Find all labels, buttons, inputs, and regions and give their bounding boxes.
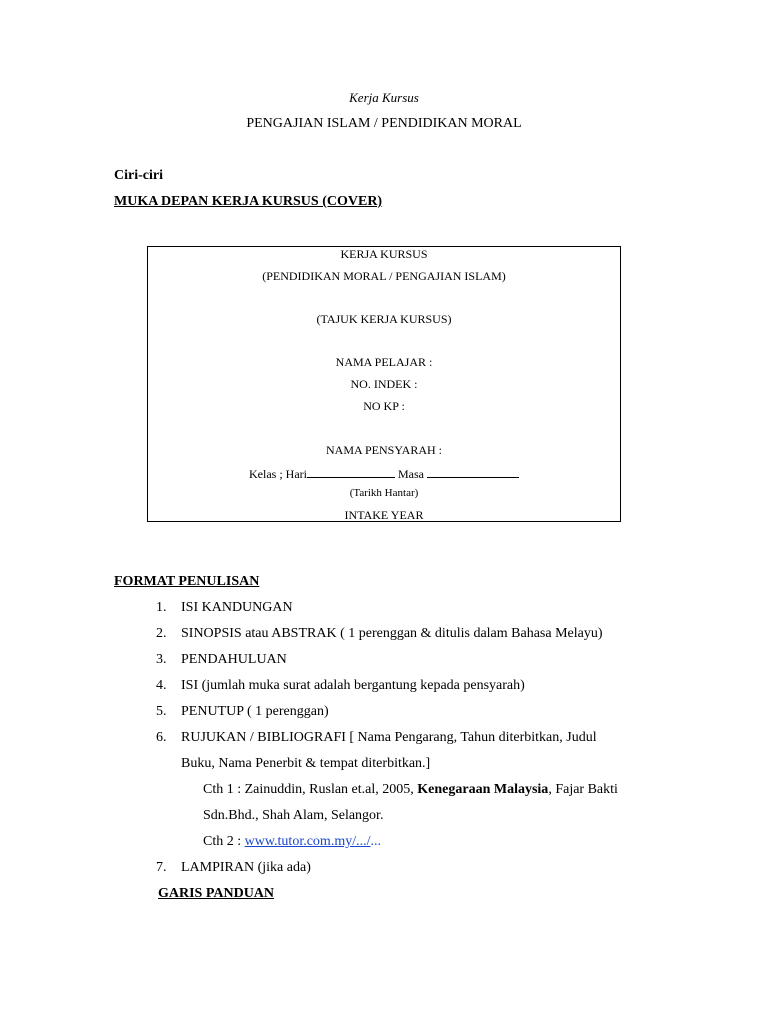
list-item — [156, 678, 525, 694]
list-text: PENUTUP ( 1 perenggan) — [181, 704, 329, 719]
masa-label: Masa — [397, 467, 424, 481]
example-text: Cth 1 : Zainuddin, Ruslan et.al, 2005, — [203, 782, 418, 797]
reference-example-1-continuation: Sdn.Bhd., Shah Alam, Selangor. — [203, 808, 384, 823]
format-heading: FORMAT PENULISAN — [114, 574, 260, 589]
list-item — [156, 652, 287, 668]
list-number: 3. — [156, 652, 167, 667]
cover-line-lecturer: NAMA PENSYARAH : — [325, 443, 443, 457]
list-text: SINOPSIS atau ABSTRAK ( 1 perenggan & ditulis dalam Bahasa Melayu) — [181, 626, 603, 641]
reference-example-2 — [203, 834, 381, 850]
cover-line-index-no: NO. INDEK : — [350, 377, 418, 391]
cover-line-ic-no: NO KP : — [363, 399, 405, 413]
reference-example-1 — [203, 782, 618, 798]
cover-line-student-name: NAMA PELAJAR : — [335, 355, 433, 369]
list-number: 4. — [156, 678, 167, 693]
example-url-link[interactable]: www.tutor.com.my/.../ — [244, 834, 371, 849]
example-text: Cth 2 : — [203, 834, 245, 849]
list-item — [156, 704, 329, 720]
cover-line-kerja-kursus: KERJA KURSUS — [340, 247, 428, 261]
cover-line-intake-year: INTAKE YEAR — [344, 508, 424, 522]
document-title: PENGAJIAN ISLAM / PENDIDIKAN MORAL — [246, 116, 522, 131]
time-blank — [427, 465, 519, 478]
list-item — [156, 600, 293, 616]
ciri-ciri-label: Ciri-ciri — [114, 168, 163, 183]
list-number: 6. — [156, 730, 167, 745]
example-ellipsis: ... — [370, 834, 381, 849]
cover-heading: MUKA DEPAN KERJA KURSUS (COVER) — [114, 194, 383, 209]
list-number: 2. — [156, 626, 167, 641]
list-item — [156, 626, 603, 642]
cover-line-class-time — [148, 465, 620, 482]
list-text: PENDAHULUAN — [181, 652, 287, 667]
list-number: 1. — [156, 600, 167, 615]
list-number: 5. — [156, 704, 167, 719]
cover-line-subject: (PENDIDIKAN MORAL / PENGAJIAN ISLAM) — [262, 269, 506, 283]
example-book-title: Kenegaraan Malaysia — [417, 782, 549, 797]
list-text: ISI (jumlah muka surat adalah bergantung kepada pensyarah) — [181, 678, 525, 693]
cover-template-box — [147, 246, 621, 522]
list-number: 7. — [156, 860, 167, 875]
list-text: RUJUKAN / BIBLIOGRAFI [ Nama Pengarang, Tahun diterbitkan, Judul — [181, 730, 597, 745]
list-item — [156, 860, 311, 876]
cover-line-submit-date: (Tarikh Hantar) — [349, 487, 419, 499]
cover-line-topic: (TAJUK KERJA KURSUS) — [316, 312, 452, 326]
list-text: LAMPIRAN (jika ada) — [181, 860, 311, 875]
day-blank — [307, 465, 395, 478]
garis-panduan-heading: GARIS PANDUAN — [158, 886, 275, 901]
document-subtitle: Kerja Kursus — [349, 90, 419, 105]
kelas-hari-label: Kelas ; Hari — [249, 467, 307, 481]
list-text: ISI KANDUNGAN — [181, 600, 293, 615]
example-text: , Fajar Bakti — [548, 782, 618, 797]
list-item-continuation: Buku, Nama Penerbit & tempat diterbitkan.] — [181, 756, 431, 771]
list-item — [156, 730, 597, 746]
